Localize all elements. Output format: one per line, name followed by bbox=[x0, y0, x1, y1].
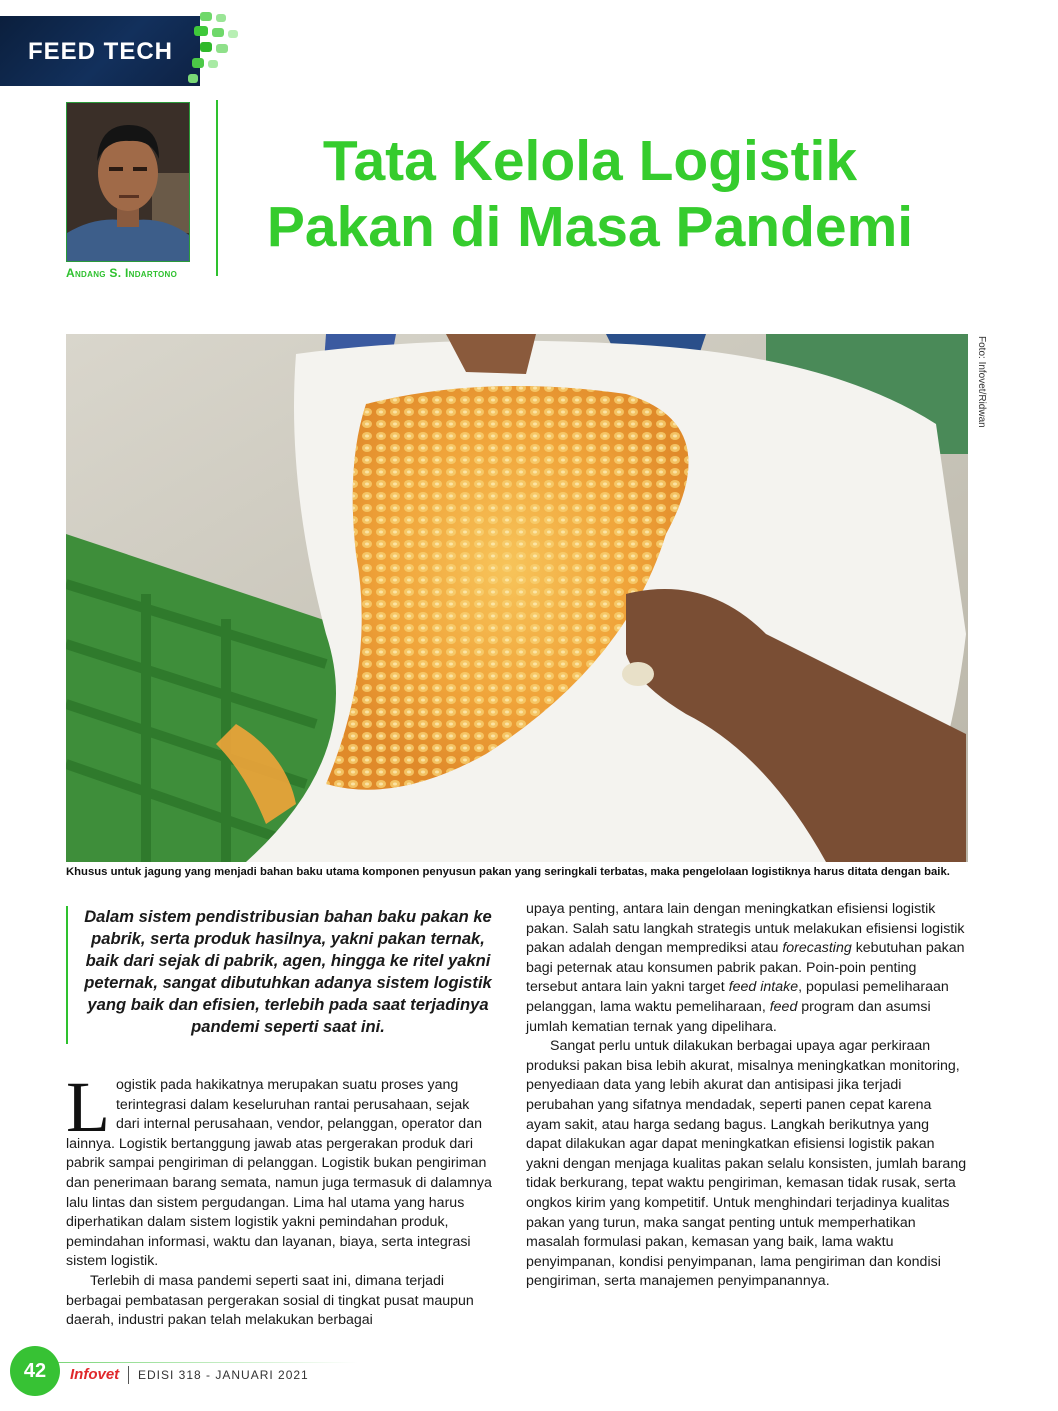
photo-credit bbox=[976, 336, 992, 466]
author-name: Andang S. Indartono bbox=[66, 266, 178, 280]
title-line-1: Tata Kelola Logistik bbox=[322, 129, 858, 193]
paragraph-3-text-d: program dan asumsi jumlah kematian ternak yang dipelihara. bbox=[526, 998, 931, 1035]
article-lead: Dalam sistem pendistribusian bahan baku pakan ke pabrik, serta produk hasilnya, yakni pakan ternak, baik dari sejak di pabrik, agen, hingga ke ritel yakni peternak, sangat dibutuhkan adanya sistem logistik yang baik dan efisien, terlebih pada saat terjadinya pandemi seperti saat ini. bbox=[84, 907, 492, 1036]
publication-logo: Infovet bbox=[70, 1366, 120, 1383]
edition-label: EDISI 318 - JANUARI 2021 bbox=[138, 1368, 309, 1382]
body-paragraph: Terlebih di masa pandemi seperti saat ini, dimana terjadi berbagai pembatasan pergerakan sosial di tingkat pusat maupun daerah, industri pakan telah melakukan berbagai bbox=[66, 1272, 474, 1329]
paragraph-3-text-a: upaya penting, antara lain dengan meningkatkan efisiensi logistik pakan. Salah satu langkah strategis untuk melakukan efisiensi logistik pakan adalah dengan memprediksi atau bbox=[526, 901, 965, 957]
drop-cap: L bbox=[66, 1067, 110, 1147]
section-tag-label: FEED TECH bbox=[28, 38, 174, 65]
term-feed-intake: feed intake bbox=[728, 979, 799, 996]
photo-credit-text: Foto: Infovet/Ridwan bbox=[976, 336, 987, 428]
article-title bbox=[230, 128, 950, 260]
author-photo bbox=[66, 102, 190, 262]
page-number: 42 bbox=[10, 1346, 60, 1396]
footer-rule bbox=[58, 1362, 358, 1363]
paragraph-3-text-b: kebutuhan pakan bagi peternak atau konsumen pabrik pakan. Poin-poin penting tersebut antara lain yakni target bbox=[526, 940, 965, 996]
body-paragraph: Sangat perlu untuk dilakukan berbagai upaya agar perkiraan produksi pakan bisa lebih akurat, misalnya meningkatkan monitoring, penyediaan data yang lebih akurat dan antisipasi jika terjadi perubahan yang sifatnya mendadak, seperti panen cepat karena ayam sakit, atau harga sedang bagus. Langkah berikutnya yang dapat dilakukan agar dapat meningkatkan efisiensi logistik pakan yakni dengan menjaga kualitas pakan selalu konsisten, jumlah barang tidak berkurang, tepat waktu pengiriman, kemasan tidak rusak, serta ongkos kirim yang kompetitif. Untuk menghindari terjadinya kualitas pakan yang turun, maka sangat penting untuk memperhatikan masalah formulasi pakan, kemasan yang baik, lama waktu penyimpanan, kondisi penyimpanan, lama pengiriman dan kondisi pengiriman, serta manajemen penyimpanannya. bbox=[526, 1038, 967, 1290]
body-paragraph bbox=[526, 900, 968, 1037]
tag-decoration-icon bbox=[186, 8, 246, 90]
body-column-right bbox=[526, 900, 968, 1292]
corn-sack-photo-icon bbox=[66, 334, 968, 862]
section-tag bbox=[0, 16, 200, 86]
paragraph-3-text-c: , populasi pemeliharaan pelanggan, lama waktu pemeliharaan, bbox=[526, 979, 949, 1015]
photo-caption: Khusus untuk jagung yang menjadi bahan baku utama komponen penyusun pakan yang seringkali terbatas, maka pengelolaan logistiknya harus ditata dengan baik. bbox=[66, 866, 950, 878]
lead-divider bbox=[66, 906, 68, 1044]
term-forecasting: forecasting bbox=[782, 940, 852, 957]
body-paragraph bbox=[66, 1067, 496, 1272]
author-portrait-icon bbox=[67, 103, 189, 261]
title-line-2: Pakan di Masa Pandemi bbox=[266, 195, 914, 259]
term-feed: feed bbox=[769, 998, 798, 1015]
body-column-left bbox=[66, 1067, 496, 1331]
title-divider bbox=[216, 100, 218, 276]
hero-photo bbox=[66, 334, 968, 862]
paragraph-1-text: ogistik pada hakikatnya merupakan suatu proses yang terintegrasi dalam keseluruhan rantai perusahaan, sejak dari internal perusahaan, vendor, pelanggan, operator dan lainnya. Logistik bertanggung jawab atas pergerakan produk dari pabrik sampai pengiriman di pelanggan. Logistik bukan pengiriman dan penerimaan barang semata, namun juga termasuk di dalamnya lalu lintas dan sistem pergudangan. Lima hal utama yang harus diperhatikan dalam sistem logistik yakni pemindahan produk, pemindahan informasi, waktu dan layanan, biaya, serta integrasi sistem logistik. bbox=[66, 1077, 492, 1270]
footer-divider bbox=[128, 1366, 129, 1384]
